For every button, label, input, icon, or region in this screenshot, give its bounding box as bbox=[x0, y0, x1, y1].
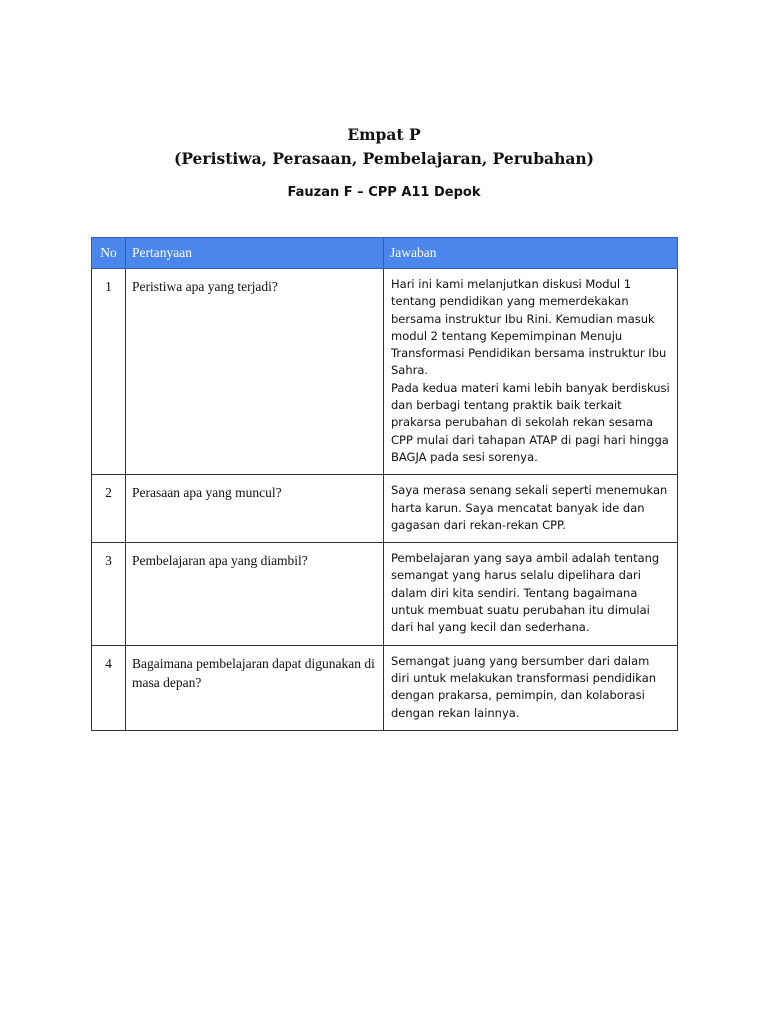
row-question: Perasaan apa yang muncul? bbox=[126, 475, 384, 543]
row-answer bbox=[384, 269, 678, 475]
answer-paragraph: Saya merasa senang sekali seperti menemukan harta karun. Saya mencatat banyak ide dan gagasan dari rekan-rekan CPP. bbox=[391, 483, 668, 532]
answer-paragraph: Semangat juang yang bersumber dari dalam diri untuk melakukan transformasi pendidikan dengan prakarsa, pemimpin, dan kolaborasi dengan rekan lainnya. bbox=[391, 653, 657, 720]
answer-paragraph: Pembelajaran yang saya ambil adalah tentang semangat yang harus selalu dipelihara dari dalam diri kita sendiri. Tentang bagaimana untuk membuat suatu perubahan itu dimulai dari hal yang kecil dan sederhana. bbox=[391, 551, 660, 635]
document-subtitle: (Peristiwa, Perasaan, Pembelajaran, Perubahan) bbox=[173, 149, 594, 168]
header-question: Pertanyaan bbox=[126, 238, 384, 269]
document-title: Empat P bbox=[347, 125, 421, 144]
row-answer bbox=[384, 645, 678, 730]
table-row bbox=[92, 645, 678, 730]
author-line: Fauzan F – CPP A11 Depok bbox=[287, 185, 481, 200]
answer-paragraph: Hari ini kami melanjutkan diskusi Modul 1 tentang pendidikan yang memerdekakan bersama instruktur Ibu Rini. Kemudian masuk modul 2 tentang Kepemimpinan Menuju Transformasi Pendidikan bersama instruktur Ibu Sahra. bbox=[391, 277, 667, 378]
row-number: 3 bbox=[92, 543, 126, 645]
row-number: 1 bbox=[92, 269, 126, 475]
row-number: 4 bbox=[92, 645, 126, 730]
row-number: 2 bbox=[92, 475, 126, 543]
table-row bbox=[92, 543, 678, 645]
row-question: Pembelajaran apa yang diambil? bbox=[126, 543, 384, 645]
table-header-row bbox=[92, 238, 678, 269]
row-answer bbox=[384, 543, 678, 645]
answer-paragraph: Pada kedua materi kami lebih banyak berdiskusi dan berbagi tentang praktik baik terkait prakarsa perubahan di sekolah rekan sesama CPP mulai dari tahapan ATAP di pagi hari hingga BAGJA pada sesi sorenya. bbox=[391, 380, 670, 464]
table-row bbox=[92, 475, 678, 543]
table-row bbox=[92, 269, 678, 475]
reflection-table bbox=[91, 237, 678, 731]
row-question: Bagaimana pembelajaran dapat digunakan di masa depan? bbox=[126, 645, 384, 730]
row-question: Peristiwa apa yang terjadi? bbox=[126, 269, 384, 475]
row-answer bbox=[384, 475, 678, 543]
header-answer: Jawaban bbox=[384, 238, 678, 269]
header-no: No bbox=[92, 238, 126, 269]
